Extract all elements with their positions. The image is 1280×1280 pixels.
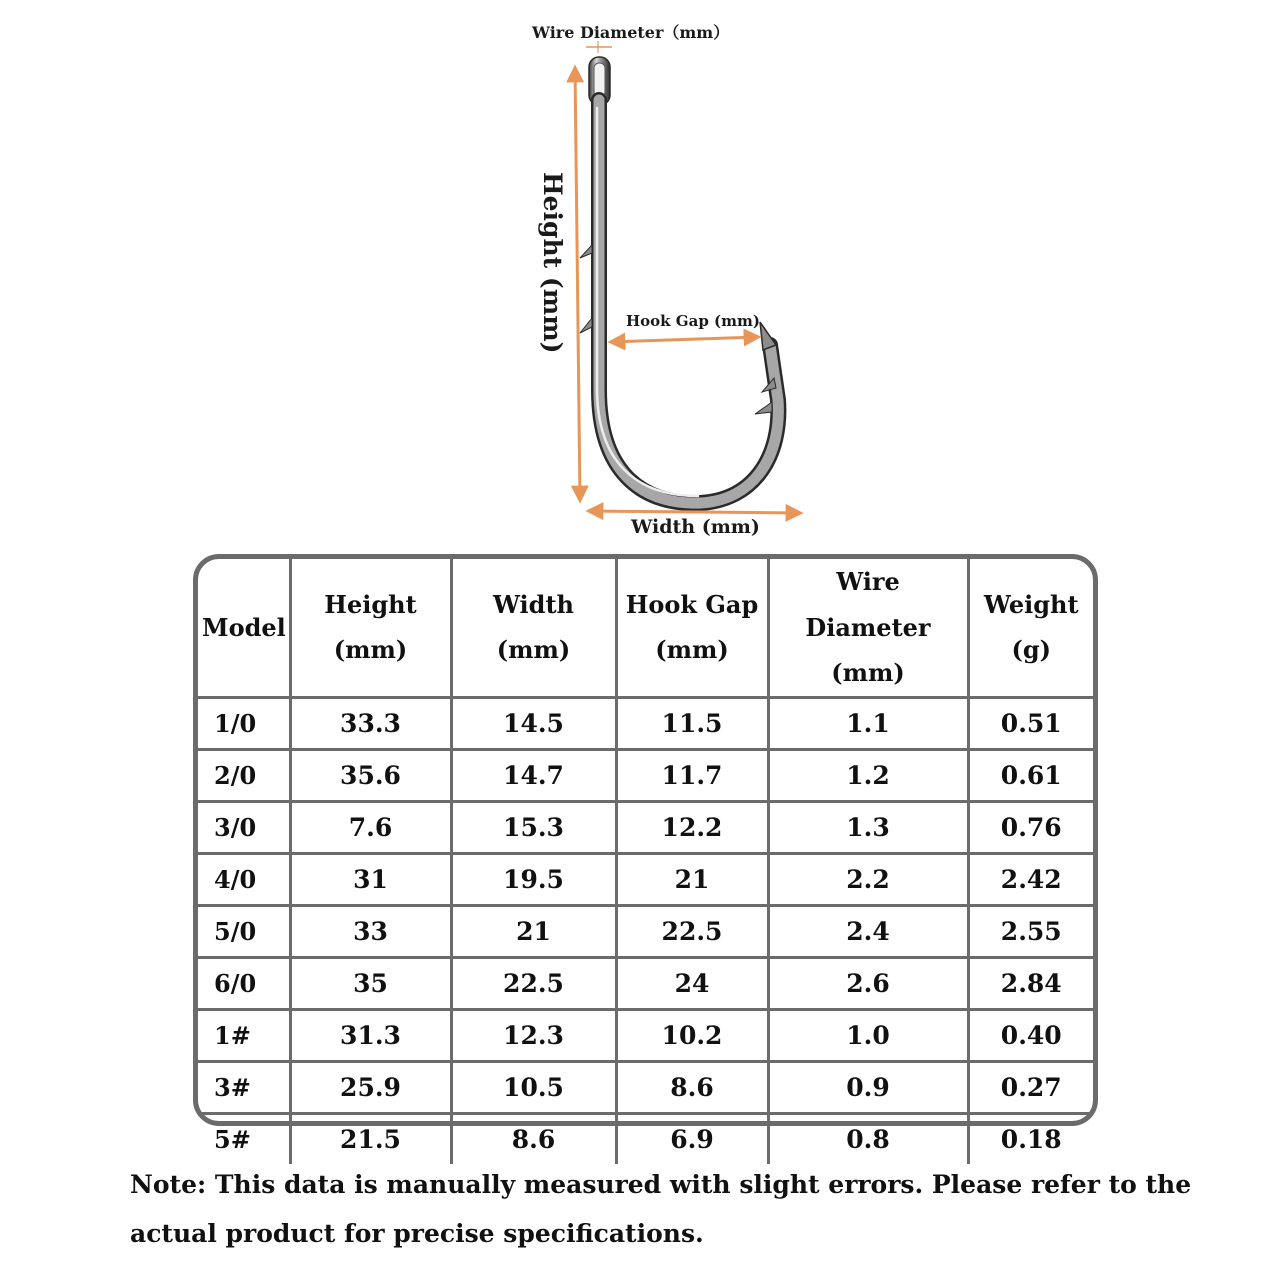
cell-weight: 0.27 [968,1061,1093,1113]
cell-wire-diameter: 1.0 [768,1009,968,1061]
cell-width: 21 [451,905,616,957]
cell-hook-gap: 12.2 [616,801,768,853]
cell-weight: 0.18 [968,1113,1093,1164]
cell-wire-diameter: 1.1 [768,697,968,749]
cell-height: 7.6 [290,801,451,853]
header-weight: Weight (g) [968,559,1093,697]
hook-gap-arrow [611,337,758,342]
cell-model: 3# [198,1061,290,1113]
table-row [198,697,1093,749]
wire-diameter-indicator [586,41,612,53]
table-row [198,801,1093,853]
cell-wire-diameter: 2.6 [768,957,968,1009]
cell-height: 25.9 [290,1061,451,1113]
cell-height: 35.6 [290,749,451,801]
cell-width: 22.5 [451,957,616,1009]
header-hook-gap: Hook Gap (mm) [616,559,768,697]
cell-height: 31 [290,853,451,905]
cell-width: 14.5 [451,697,616,749]
hook-gap-label: Hook Gap (mm) [626,312,760,330]
header-height: Height (mm) [290,559,451,697]
cell-height: 21.5 [290,1113,451,1164]
height-arrow [575,68,580,500]
table-row [198,749,1093,801]
cell-hook-gap: 21 [616,853,768,905]
cell-width: 14.7 [451,749,616,801]
cell-width: 15.3 [451,801,616,853]
cell-hook-gap: 11.7 [616,749,768,801]
measurement-note: Note: This data is manually measured with slight errors. Please refer to the actual product for precise specifications. [130,1170,1192,1248]
wire-diameter-label: Wire Diameter（mm） [532,23,730,42]
hook-dimension-diagram [0,0,1280,545]
cell-height: 33 [290,905,451,957]
cell-wire-diameter: 2.4 [768,905,968,957]
table-row [198,853,1093,905]
specification-table [198,559,1093,1164]
cell-height: 35 [290,957,451,1009]
height-label: Height (mm) [538,172,567,354]
table-row [198,905,1093,957]
cell-wire-diameter: 0.9 [768,1061,968,1113]
cell-wire-diameter: 1.3 [768,801,968,853]
cell-model: 6/0 [198,957,290,1009]
table-row [198,1009,1093,1061]
cell-weight: 0.51 [968,697,1093,749]
specification-table-frame [193,554,1098,1154]
cell-height: 33.3 [290,697,451,749]
header-model: Model [198,559,290,697]
cell-wire-diameter: 2.2 [768,853,968,905]
cell-width: 8.6 [451,1113,616,1164]
cell-model: 2/0 [198,749,290,801]
cell-model: 5# [198,1113,290,1164]
cell-width: 19.5 [451,853,616,905]
table-header-row [198,559,1093,697]
cell-hook-gap: 8.6 [616,1061,768,1113]
cell-model: 5/0 [198,905,290,957]
width-arrow [589,511,800,513]
cell-weight: 2.84 [968,957,1093,1009]
table-row [198,1113,1093,1164]
cell-weight: 0.61 [968,749,1093,801]
cell-wire-diameter: 1.2 [768,749,968,801]
cell-weight: 2.42 [968,853,1093,905]
cell-model: 4/0 [198,853,290,905]
cell-model: 1# [198,1009,290,1061]
cell-model: 3/0 [198,801,290,853]
cell-hook-gap: 24 [616,957,768,1009]
width-label: Width (mm) [631,516,760,538]
cell-width: 10.5 [451,1061,616,1113]
cell-weight: 2.55 [968,905,1093,957]
header-wire-diameter: Wire Diameter (mm) [768,559,968,697]
cell-hook-gap: 11.5 [616,697,768,749]
cell-weight: 0.40 [968,1009,1093,1061]
cell-hook-gap: 6.9 [616,1113,768,1164]
cell-hook-gap: 22.5 [616,905,768,957]
header-width: Width (mm) [451,559,616,697]
cell-weight: 0.76 [968,801,1093,853]
cell-model: 1/0 [198,697,290,749]
cell-width: 12.3 [451,1009,616,1061]
cell-wire-diameter: 0.8 [768,1113,968,1164]
cell-hook-gap: 10.2 [616,1009,768,1061]
table-row [198,1061,1093,1113]
fishing-hook-image [580,57,778,503]
cell-height: 31.3 [290,1009,451,1061]
table-row [198,957,1093,1009]
